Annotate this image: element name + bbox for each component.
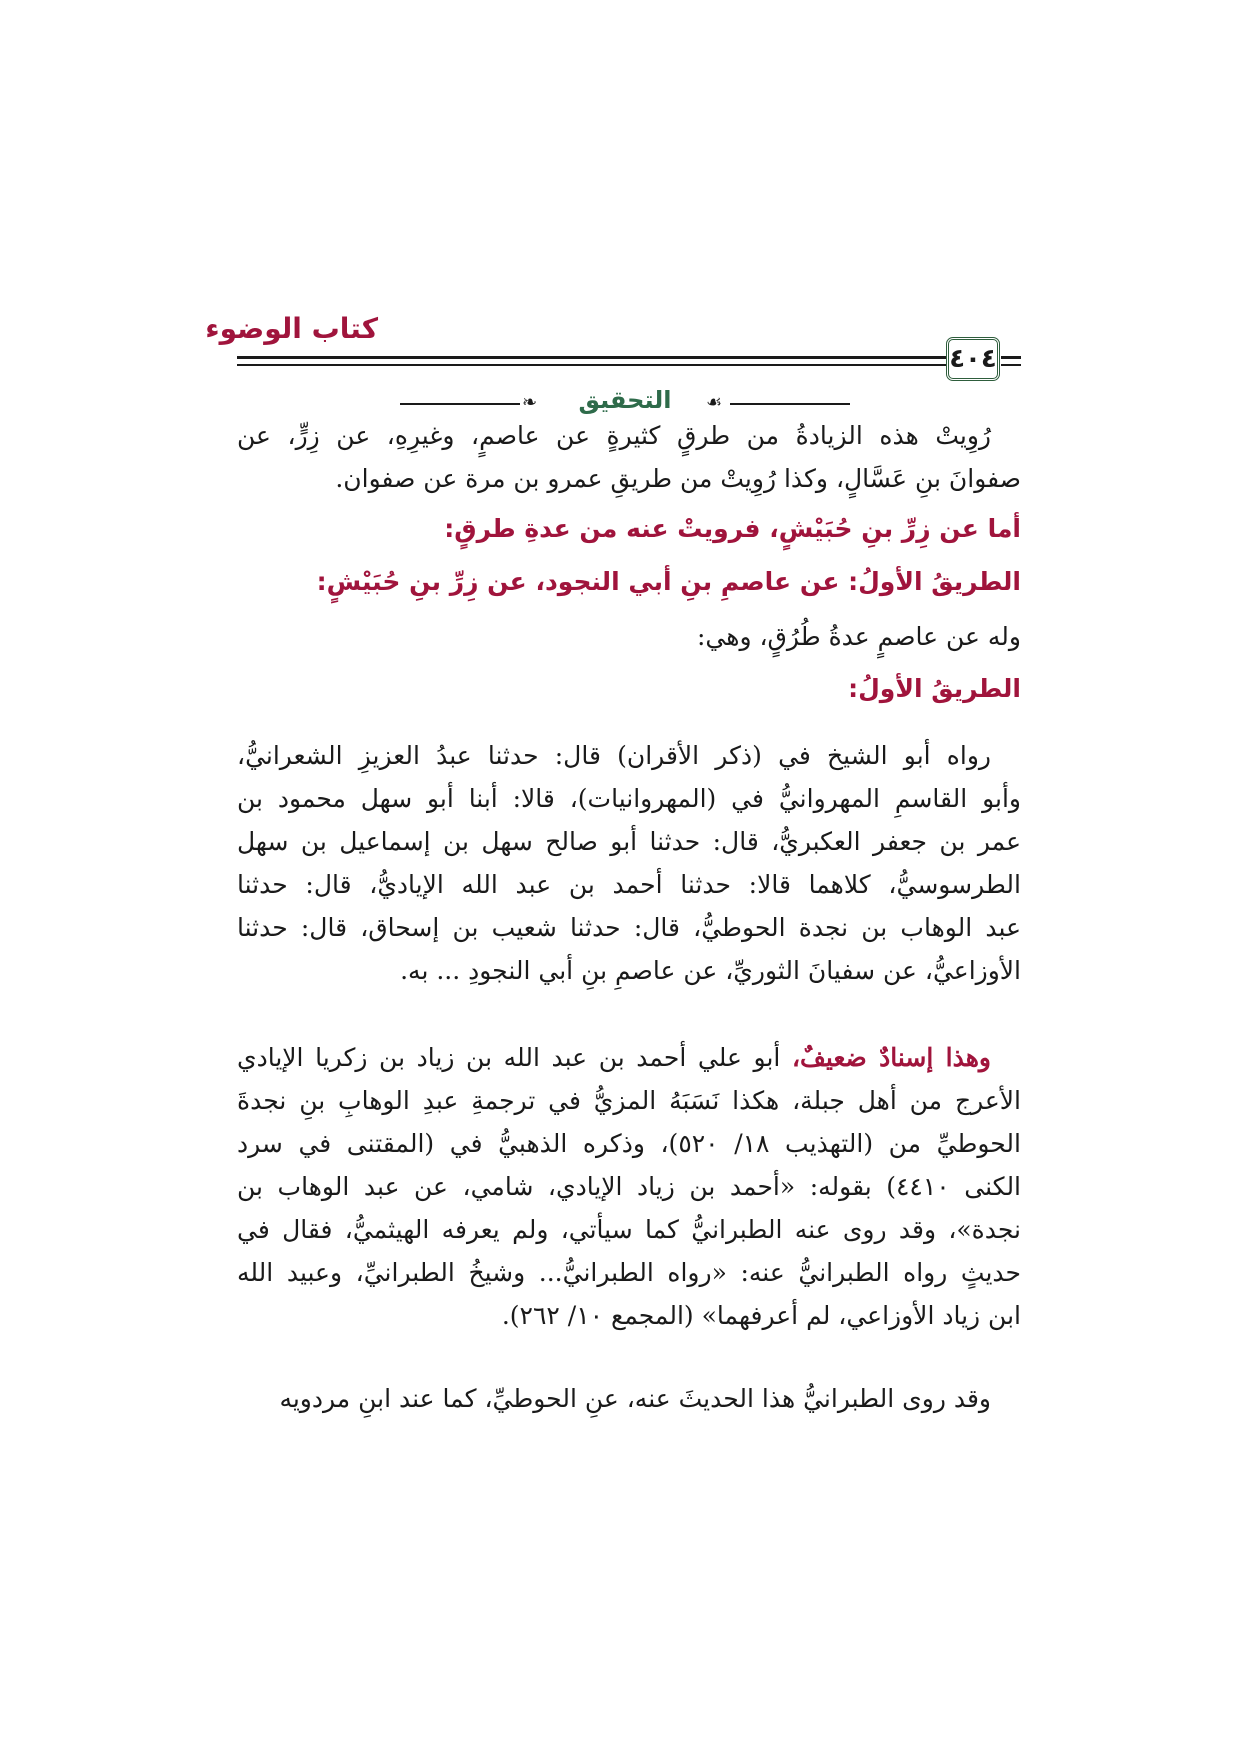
routes-intro-line: وله عن عاصمٍ عدةُ طُرُقٍ، وهي: [697, 622, 1021, 651]
header-rule-left-top [1001, 356, 1021, 359]
header-rule-left-bottom [1001, 364, 1021, 366]
paragraph-3 [237, 1036, 1021, 1337]
paragraph-text: أبو علي أحمد بن عبد الله بن زياد بن زكريا الإيادي [237, 1043, 792, 1072]
paragraph-1 [237, 414, 1021, 500]
paragraph-line: الأوزاعيُّ، عن سفيانَ الثوريِّ، عن عاصمِ بنِ أبي النجودِ ... به. [400, 956, 1021, 985]
paragraph-line: رواه أبو الشيخ في (ذكر الأقران) قال: حدثنا عبدُ العزيزِ الشعرانيُّ، [237, 741, 991, 770]
paragraph-line: رُوِيتْ هذه الزيادةُ من طرقٍ كثيرةٍ عن عاصمٍ، وغيرِهِ، عن زِرٍّ، عن [237, 421, 991, 450]
page-number-box [946, 337, 1000, 381]
paragraph-line: وقد روى الطبرانيُّ هذا الحديثَ عنه، عنِ الحوطيِّ، كما عند ابنِ مردويه [279, 1384, 991, 1413]
paragraph-2 [237, 734, 1021, 992]
heading-first-route: الطريقُ الأولُ: عن عاصمِ بنِ أبي النجود، عن زِرِّ بنِ حُبَيْشٍ: [316, 567, 1021, 596]
paragraph-line: الحوطيِّ من (التهذيب ١٨/ ٥٢٠)، وذكره الذهبيُّ في (المقتنى في سرد [237, 1129, 1021, 1158]
header-rule-bottom [237, 364, 946, 366]
heading-first-subroute: الطريقُ الأولُ: [848, 674, 1021, 703]
paragraph-line: عمر بن جعفر العكبريُّ، قال: حدثنا أبو صالح سهل بن إسماعيل بن سهل [237, 827, 1021, 856]
paragraph-line: نجدة»، وقد روى عنه الطبرانيُّ كما سيأتي، ولم يعرفه الهيثميُّ، فقال في [237, 1215, 1021, 1244]
divider-line-right [730, 403, 850, 405]
paragraph-line: صفوانَ بنِ عَسَّالٍ، وكذا رُوِيتْ من طريقِ عمرو بن مرة عن صفوان. [335, 464, 1021, 493]
paragraph-4 [237, 1377, 1021, 1420]
paragraph-line: الأعرج من أهل جبلة، هكذا نَسَبَهُ المزيُّ في ترجمةِ عبدِ الوهابِ بنِ نجدةَ [237, 1086, 1021, 1115]
paragraph-line: حديثٍ رواه الطبرانيُّ عنه: «رواه الطبرانيُّ... وشيخُ الطبرانيِّ، وعبيد الله [237, 1258, 1021, 1287]
divider-ornament-right-icon: ☙ [706, 392, 723, 413]
paragraph-line: ابن زياد الأوزاعي، لم أعرفهما» (المجمع ١٠/ ٢٦٢). [501, 1301, 1021, 1330]
paragraph-line: الطرسوسيُّ، كلاهما قالا: حدثنا أحمد بن عبد الله الإياديُّ، قال: حدثنا [237, 870, 1021, 899]
header-rule-top [237, 356, 946, 359]
paragraph-line: عبد الوهاب بن نجدة الحوطيُّ، قال: حدثنا شعيب بن إسحاق، قال: حدثنا [237, 913, 1021, 942]
divider-ornament-left-icon: ❧ [522, 392, 538, 413]
section-title: التحقيق [578, 386, 672, 414]
heading-zirr-routes: أما عن زِرِّ بنِ حُبَيْشٍ، فرويتْ عنه من عدةِ طرقٍ: [444, 514, 1021, 543]
paragraph-line [237, 1036, 1021, 1079]
paragraph-line: الكنى ٤٤١٠) بقوله: «أحمد بن زياد الإيادي، شامي، عن عبد الوهاب بن [237, 1172, 1022, 1201]
weak-chain-label: وهذا إسنادٌ ضعيفٌ، [791, 1043, 991, 1072]
book-title: كتاب الوضوء [205, 312, 378, 345]
page-number: ٤٠٤ [949, 344, 997, 374]
paragraph-line: وأبو القاسمِ المهروانيُّ في (المهروانيات)، قالا: أبنا أبو سهل محمود بن [237, 784, 1021, 813]
